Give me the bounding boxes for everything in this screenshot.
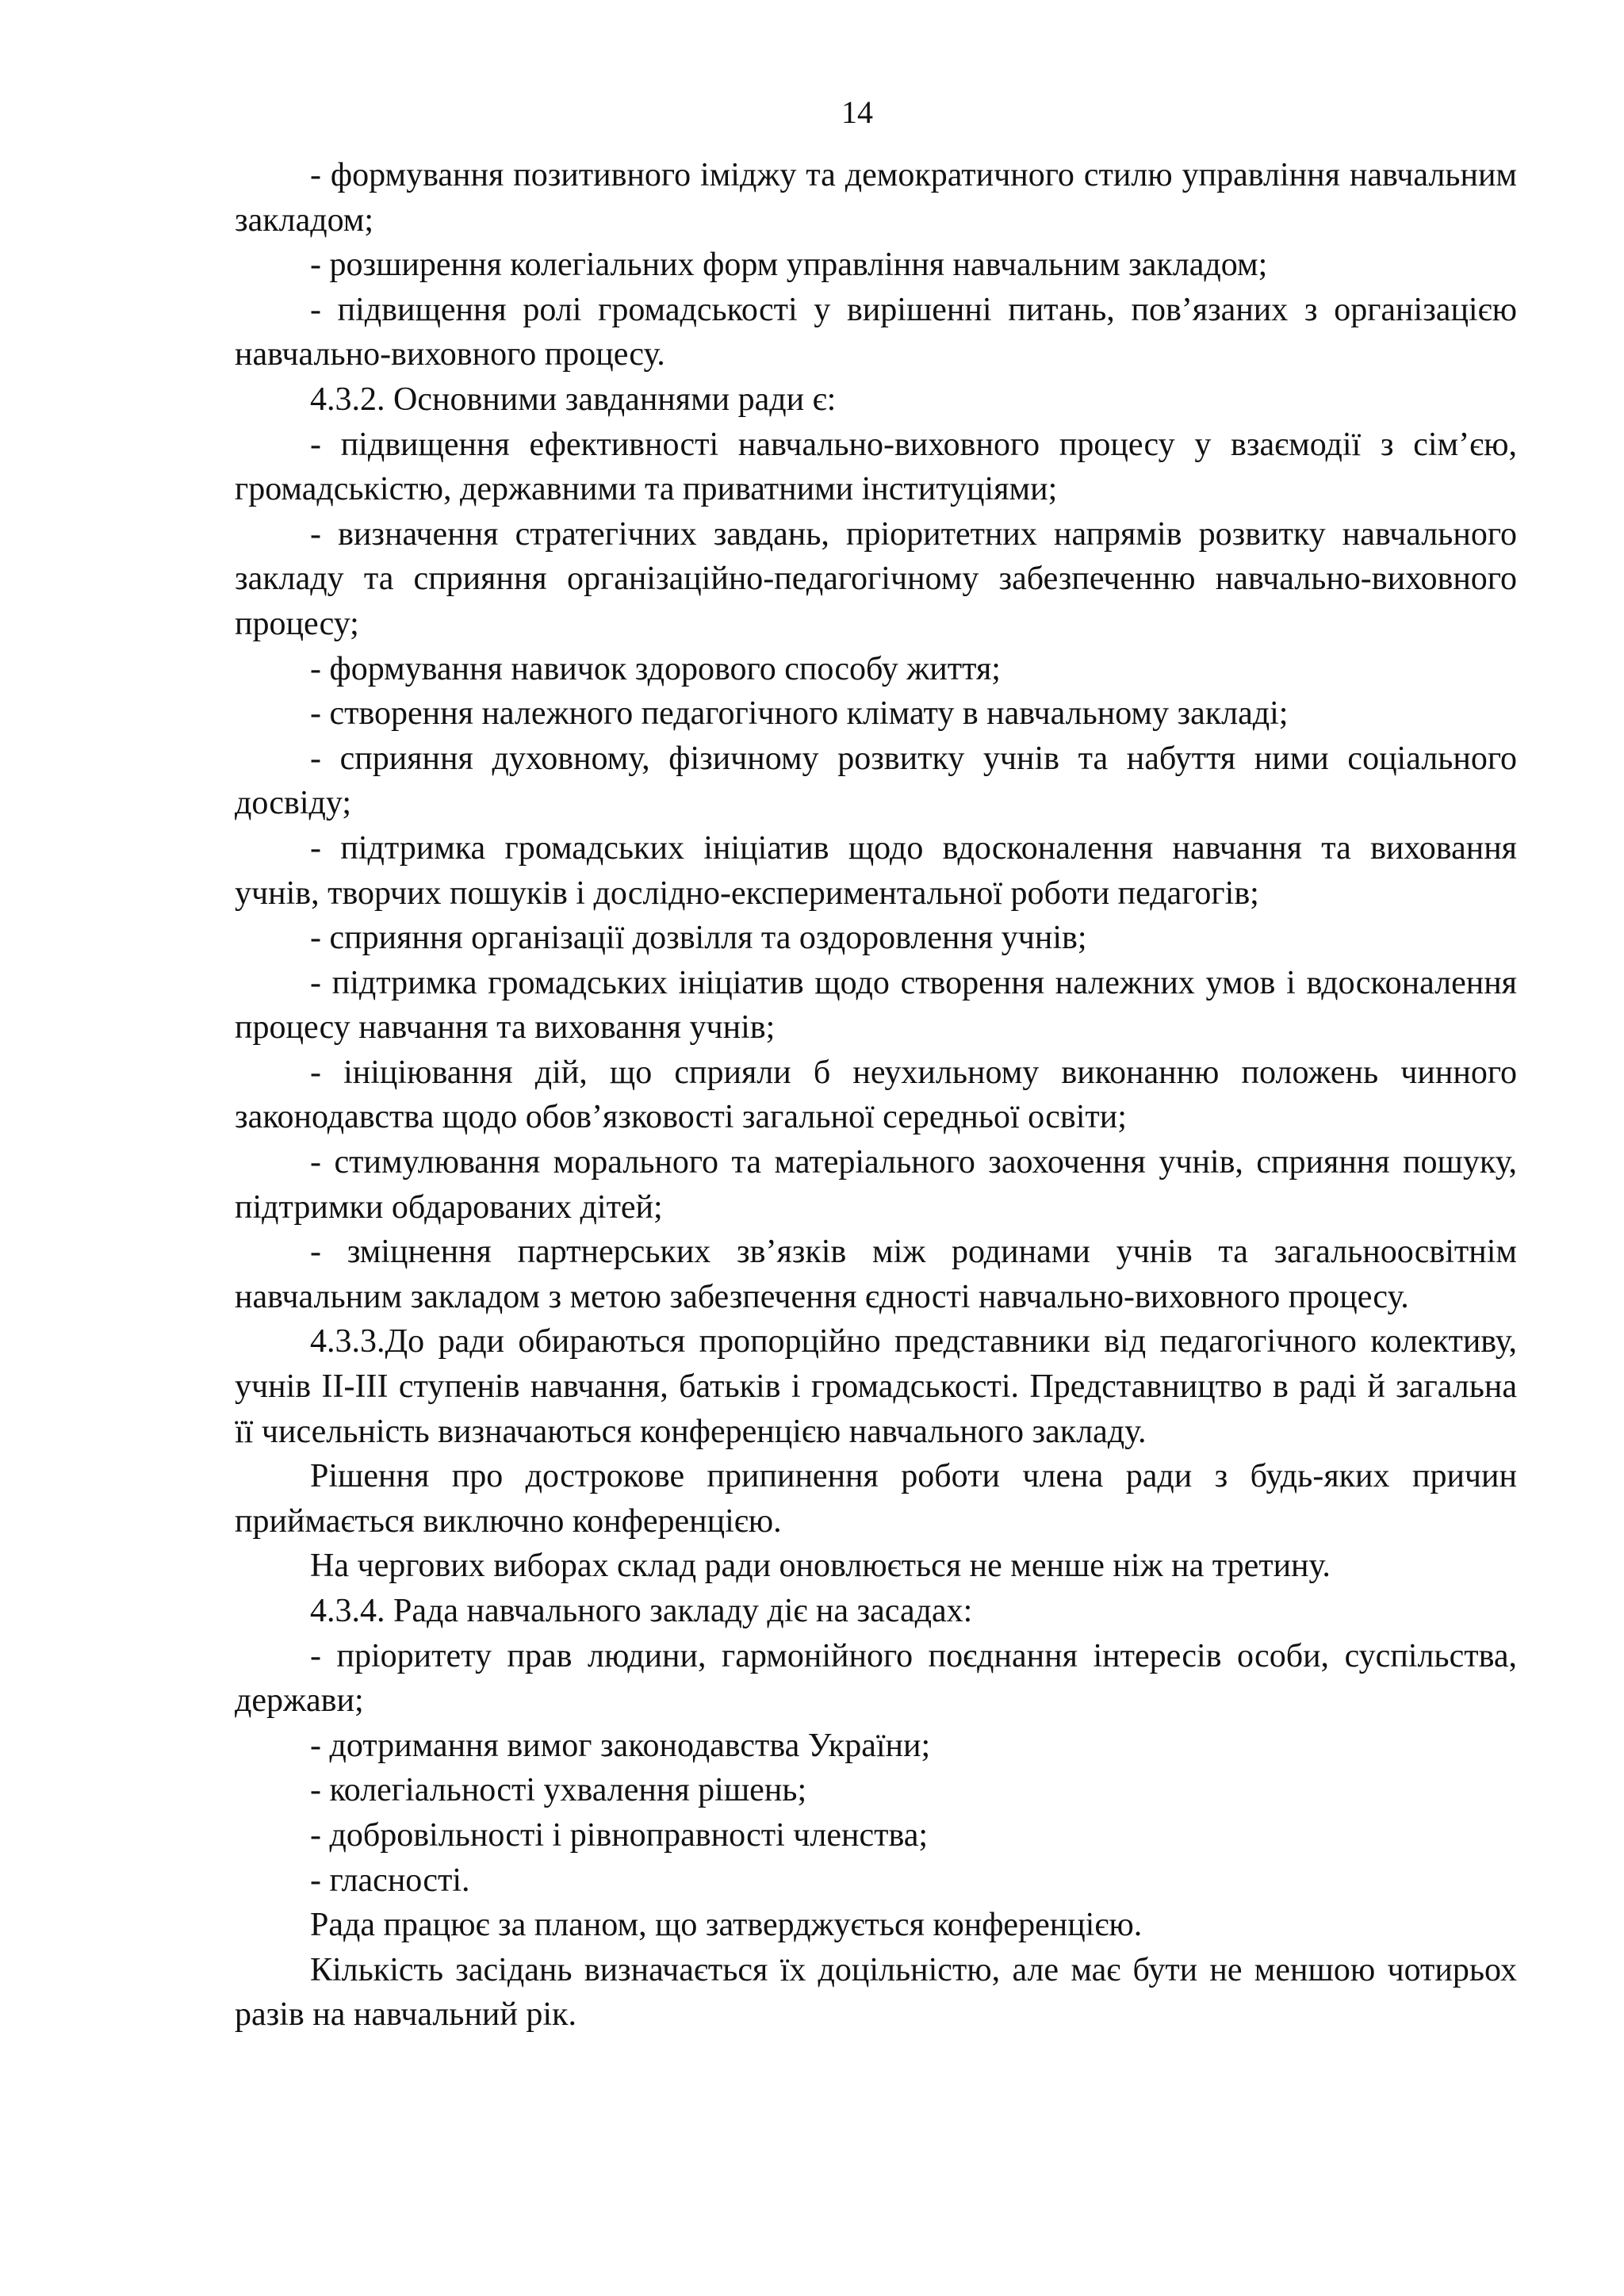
page-number: 14: [841, 94, 873, 130]
paragraph: - дотримання вимог законодавства України;: [310, 1727, 931, 1764]
paragraph: - підтримка громадських ініціатив щодо створення належних умов і вдосконалення процесу навчання та виховання учнів;: [235, 964, 1517, 1047]
paragraph: Рішення про дострокове припинення роботи члена ради з будь-яких причин приймається виключно конференцією.: [235, 1458, 1517, 1540]
paragraph: - стимулювання морального та матеріального заохочення учнів, сприяння пошуку, підтримки обдарованих дітей;: [235, 1144, 1517, 1226]
paragraph: - підтримка громадських ініціатив щодо вдосконалення навчання та виховання учнів, творчих пошуків і дослідно-експериментальної роботи педагогів;: [235, 829, 1517, 912]
paragraph: - підвищення ролі громадськості у вирішенні питань, пов’язаних з організацією навчально-виховного процесу.: [235, 291, 1517, 373]
paragraph: - добровільності і рівноправності членства;: [310, 1816, 929, 1854]
section-heading: 4.3.2. Основними завданнями ради є:: [310, 381, 837, 418]
paragraph: - пріоритету прав людини, гармонійного поєднання інтересів особи, суспільства, держави;: [235, 1637, 1517, 1720]
paragraph: - колегіальності ухвалення рішень;: [310, 1772, 807, 1809]
paragraph: - ініціювання дій, що сприяли б неухильному виконанню положень чинного законодавства щодо обов’язковості загальної середньої освіти;: [235, 1054, 1517, 1136]
paragraph: - формування позитивного іміджу та демократичного стилю управління навчальним закладом;: [235, 157, 1517, 239]
paragraph: - визначення стратегічних завдань, пріоритетних напрямів розвитку навчального закладу та сприяння організаційно-педагогічному забезпеченню навчально-виховного процесу;: [235, 515, 1517, 642]
paragraph: - створення належного педагогічного клімату в навчальному закладі;: [310, 695, 1289, 733]
paragraph: Рада працює за планом, що затверджується конференцією.: [310, 1907, 1143, 1944]
paragraph: - формування навичок здорового способу життя;: [310, 650, 1001, 687]
paragraph: - сприяння духовному, фізичному розвитку учнів та набуття ними соціального досвіду;: [235, 740, 1517, 822]
paragraph: - сприяння організації дозвілля та оздоровлення учнів;: [310, 920, 1087, 957]
paragraph: Кількість засідань визначається їх доцільністю, але має бути не меншою чотирьох разів на навчальний рік.: [235, 1951, 1517, 2034]
paragraph: 4.3.3.До ради обираються пропорційно представники від педагогічного колективу, учнів ІІ-ІІІ ступенів навчання, батьків і громадськості. Представництво в раді й загальна її чисельність визначаються конференцією навчального закладу.: [235, 1323, 1517, 1450]
paragraph: - розширення колегіальних форм управління навчальним закладом;: [310, 247, 1268, 284]
paragraph: - гласності.: [310, 1862, 470, 1899]
page-body: [235, 153, 1517, 2038]
paragraph: На чергових виборах склад ради оновлюється не менше ніж на третину.: [310, 1548, 1331, 1585]
section-heading: 4.3.4. Рада навчального закладу діє на засадах:: [310, 1593, 973, 1629]
paragraph: - зміцнення партнерських зв’язків між родинами учнів та загальноосвітнім навчальним закладом з метою забезпечення єдності навчально-виховного процесу.: [235, 1234, 1517, 1315]
paragraph: - підвищення ефективності навчально-виховного процесу у взаємодії з сім’єю, громадськістю, державними та приватними інституціями;: [235, 426, 1517, 508]
